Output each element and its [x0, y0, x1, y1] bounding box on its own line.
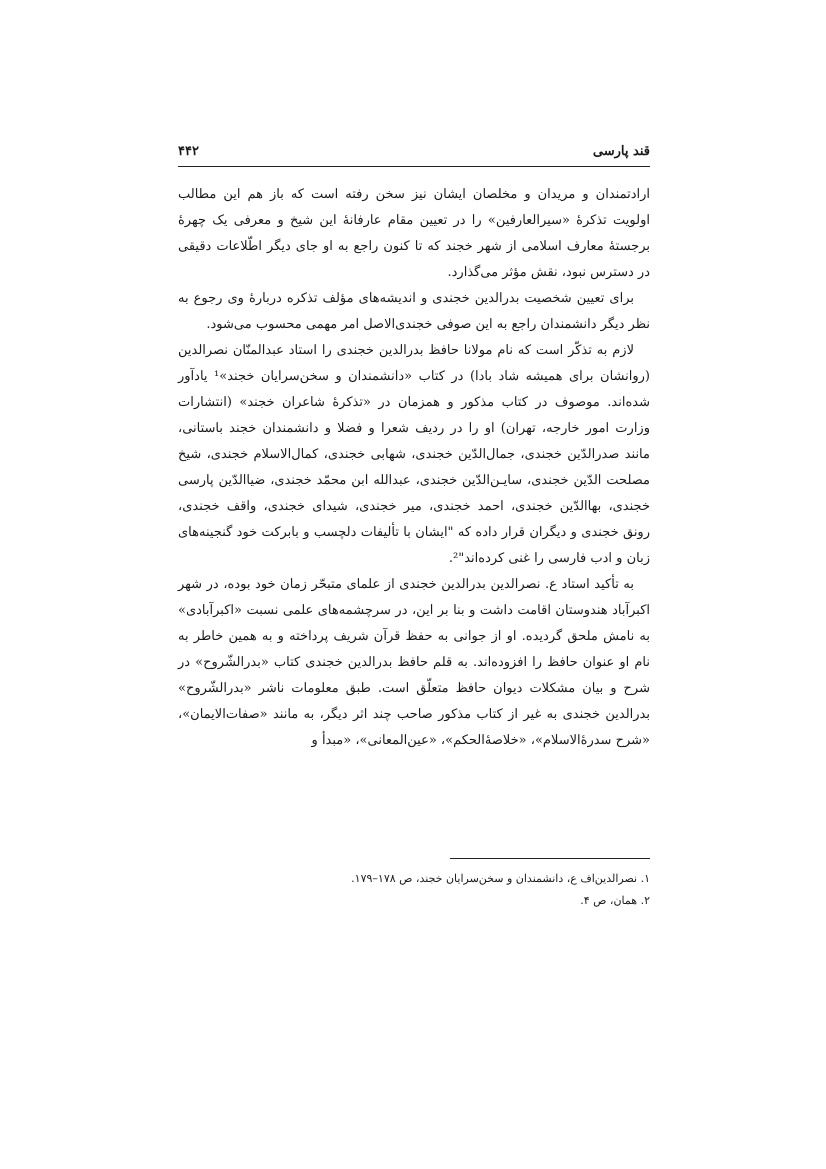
- paragraph-3: لازم به تذکّر است که نام مولانا حافظ بدرالدین خجندی را استاد عبدالمنّان نصرالدین (روانشان برای همیشه شاد بادا) در کتاب «دانشمندان و سخن‌سرایان خجند»¹ یادآور شده‌اند. موصوف در کتاب مذکور و همزمان در «تذکرۀ شاعران خجند» (انتشارات وزارت امور خارجه، تهران) او را در ردیف شعرا و فضلا و دانشمندان خجند باستانی، مانند صدرالدّین خجندی، جمال‌الدّین خجندی، شهابی خجندی، کمال‌الاسلام خجندی، شیخ مصلحت الدّین خجندی، سایـن‌الدّین خجندی، عبدالله ابن محمّد خجندی، ضیاالدّین پارسی خجندی، بهاالدّین خجندی، احمد خجندی، میر خجندی، شیدای خجندی، واقف خجندی، رونق خجندی و دیگران قرار داده که "ایشان با تألیفات دلچسب و بابرکت خود گنجینه‌های زبان و ادب فارسی را غنی کرده‌اند"².: [178, 343, 650, 566]
- page-header: [178, 140, 650, 167]
- page-number: ۴۴۲: [178, 144, 199, 159]
- footnotes: [178, 868, 650, 912]
- paragraph-2: برای تعیین شخصیت بدرالدین خجندی و اندیشه‌های مؤلف تذکره دربارۀ وی رجوع به نظر دیگر دانشمندان راجع به این صوفی خجندی‌الاصل امر مهمی محسوب می‌شود.: [178, 291, 650, 332]
- running-title: قند پارسی: [592, 144, 650, 159]
- footnote-2: ۲. همان، ص ۴.: [580, 894, 650, 907]
- paragraph-1: ارادتمندان و مریدان و مخلصان ایشان نیز سخن رفته است که باز هم این مطالب اولویت تذکرۀ «سیرالعارفین» را در تعیین مقام عارفانۀ این شیخ و معرفی یک چهرۀ برجستۀ معارف اسلامی از شهر خجند که تا کنون راجع به او جای دیگر اطّلاعات دقیقی در دسترس نبود، نقش مؤثر می‌گذارد.: [178, 187, 650, 280]
- paragraph-4: به تأکید استاد ع. نصرالدین بدرالدین خجندی از علمای متبحّر زمان خود بوده، در شهر اکبرآباد هندوستان اقامت داشت و بنا بر این، در سرچشمه‌های علمی نسبت «اکبرآبادی» به نامش ملحق گردیده. او از جوانی به حفظ قرآن شریف پرداخته و به همین خاطر به نام او عنوان حافظ را افزوده‌اند. به قلم حافظ بدرالدین خجندی کتاب «بدرالشّروح» در شرح و بیان مشکلات دیوان حافظ متعلّق است. طبق معلومات ناشر «بدرالشّروح» بدرالدین خجندی به غیر از کتاب مذکور صاحب چند اثر دیگر، به مانند «صفات‌الایمان»، «شرح سدرۀالاسلام»، «خلاصۀالحکم»، «عین‌المعانی»، «مبدأ و: [178, 577, 650, 748]
- footnote-1: ۱. نصرالدین‌اف ع، دانشمندان و سخن‌سرایان خجند، ص ۱۷۸–۱۷۹.: [351, 872, 650, 885]
- body-text: [178, 182, 650, 754]
- footnote-separator: [450, 858, 650, 859]
